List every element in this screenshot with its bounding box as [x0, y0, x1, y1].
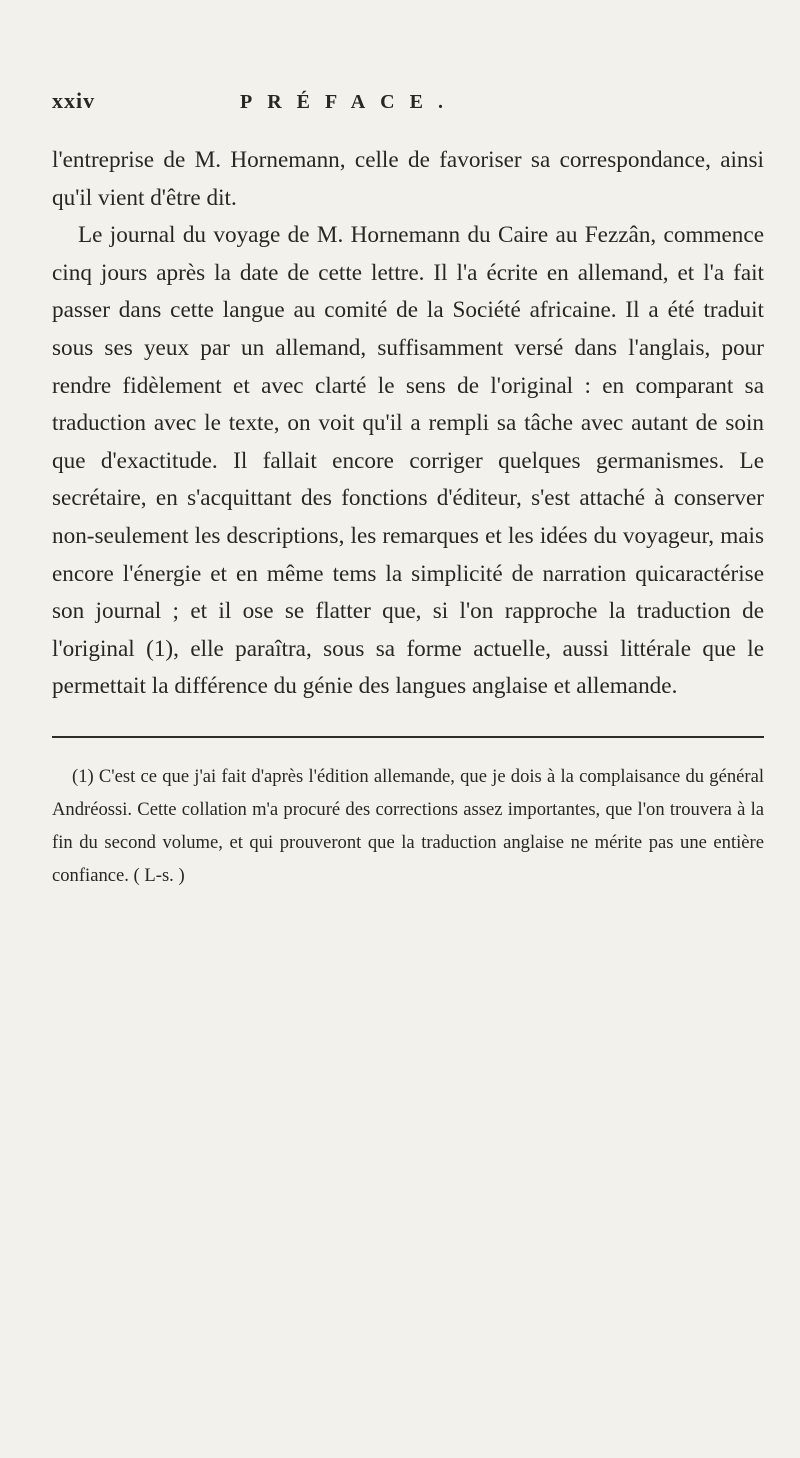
main-text — [52, 142, 764, 706]
footnote: (1) C'est ce que j'ai fait d'après l'édition allemande, que je dois à la complaisance du général Andréossi. Cette collation m'a procuré des corrections assez importantes, que l'on trouvera à la fin du second volume, et qui prouveront que la traduction anglaise ne mérite pas une entière confiance. ( L-s. ) — [52, 765, 764, 886]
page-number: xxiv — [52, 88, 96, 113]
paragraph-journal: Le journal du voyage de M. Hornemann du Caire au Fezzân, commence cinq jours après la date de cette lettre. Il l'a écrite en allemand, et l'a fait passer dans cette langue au comité de la Société africaine. Il a été traduit sous ses yeux par un allemand, suffisamment versé dans l'anglais, pour rendre fidèlement et avec clarté le sens de l'original : en comparant sa traduction avec le texte, on voit qu'il a rempli sa tâche avec autant de soin que d'exactitude. Il fallait encore corriger quelques germanismes. Le secrétaire, en s'acquittant des fonctions d'éditeur, s'est attaché à conserver non-seulement les descriptions, les remarques et les idées du voyageur, mais encore l'énergie et en même tems la simplicité de narration quicaractérise son journal ; et il ose se flatter que, si l'on rapproche la traduction de l'original (1), elle paraîtra, sous sa forme actuelle, aussi littérale que le permettait la différence du génie des langues anglaise et allemande. — [52, 222, 764, 700]
running-title: PRÉFACE. — [240, 91, 458, 113]
running-header — [52, 88, 764, 128]
footnote-divider — [52, 736, 764, 738]
paragraph-continuation: l'entreprise de M. Hornemann, celle de favoriser sa correspondance, ainsi qu'il vient d'être dit. — [52, 147, 764, 211]
